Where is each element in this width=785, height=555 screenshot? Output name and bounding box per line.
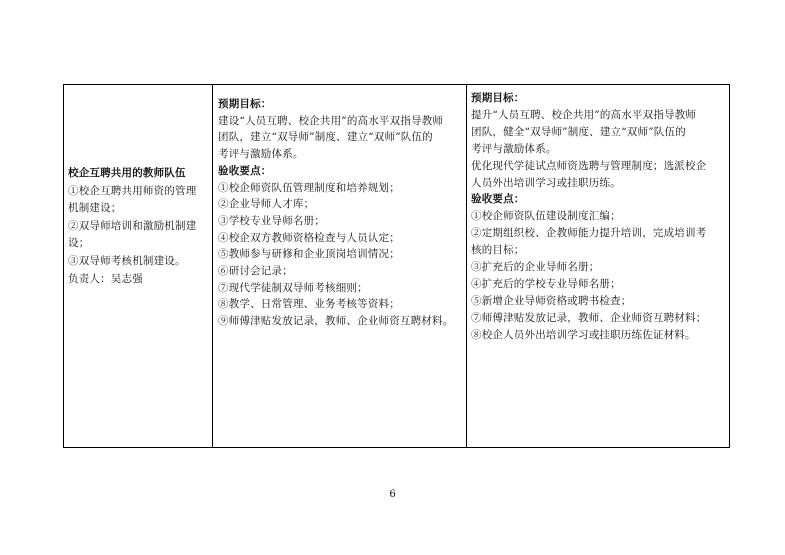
task-owner: 负责人：吴志强 xyxy=(68,272,143,285)
acceptance-item: ⑤新增企业导师资格或聘书检查； xyxy=(471,294,632,307)
acceptance-item: ⑧教学、日常管理、业务考核等资料； xyxy=(218,298,400,311)
table-row xyxy=(64,85,730,448)
acceptance-item: ②企业导师人才库； xyxy=(218,198,315,211)
task-line: ①校企互聘共用师资的管理 xyxy=(68,184,197,197)
page-number: 6 xyxy=(389,489,396,500)
acceptance-heading: 验收要点： xyxy=(218,164,272,177)
acceptance-item: ⑥研讨会记录； xyxy=(218,265,293,278)
goal-line: 提升“人员互聘、校企共用”的高水平双指导教师 xyxy=(471,108,697,121)
acceptance-item: ⑤教师参与研修和企业顶岗培训情况； xyxy=(218,248,400,261)
acceptance-item: ⑨师傅津贴发放记录，教师、企业师资互聘材料。 xyxy=(218,315,454,328)
goal-heading: 预期目标： xyxy=(218,98,272,110)
acceptance-item: ⑦现代学徒制双导师考核细则； xyxy=(218,281,368,294)
task-line: 机制建设； xyxy=(68,202,122,215)
acceptance-item: ①校企师资队伍建设制度汇编； xyxy=(471,210,621,223)
goal-line: 团队，建立“双导师”制度、建立“双师”队伍的 xyxy=(218,131,433,144)
acceptance-item: ⑦师傅津贴发放记录，教师、企业师资互聘材料； xyxy=(471,311,707,324)
goal-heading: 预期目标： xyxy=(471,92,525,104)
goal-line: 建设“人员互聘、校企共用”的高水平双指导教师 xyxy=(218,114,444,127)
task-cell xyxy=(64,85,213,448)
target-cell-phase1 xyxy=(213,85,467,448)
acceptance-item: ①校企师资队伍管理制度和培养规划； xyxy=(218,181,400,194)
target-cell-phase2 xyxy=(467,85,730,448)
goal-line: 考评与激励体系。 xyxy=(471,142,557,155)
acceptance-item: ③扩充后的企业导师名册； xyxy=(471,261,600,274)
goal-line: 团队，健全“双导师”制度、建立“双师”队伍的 xyxy=(471,125,686,138)
task-title: 校企互聘共用的教师队伍 xyxy=(68,167,186,179)
acceptance-item: ④扩充后的学校专业导师名册； xyxy=(471,277,621,290)
task-line: ③双导师考核机制建设。 xyxy=(68,254,186,267)
task-line: ②双导师培训和激励机制建 xyxy=(68,219,197,232)
goal-line: 人员外出培训学习或挂职历练。 xyxy=(471,176,621,189)
acceptance-item: 核的目标； xyxy=(471,244,525,257)
goal-line: 优化现代学徒试点师资选聘与管理制度；选派校企 xyxy=(471,159,707,172)
acceptance-heading: 验收要点： xyxy=(471,193,525,206)
acceptance-item: ②定期组织校、企教师能力提升培训，完成培训考 xyxy=(471,227,707,240)
goal-line: 考评与激励体系。 xyxy=(218,148,304,161)
acceptance-item: ④校企双方教师资格检查与人员认定； xyxy=(218,231,400,244)
task-line: 设； xyxy=(68,237,90,250)
acceptance-item: ⑧校企人员外出培训学习或挂职历练佐证材料。 xyxy=(471,328,696,341)
plan-table xyxy=(63,84,730,448)
acceptance-item: ③学校专业导师名册； xyxy=(218,214,325,227)
